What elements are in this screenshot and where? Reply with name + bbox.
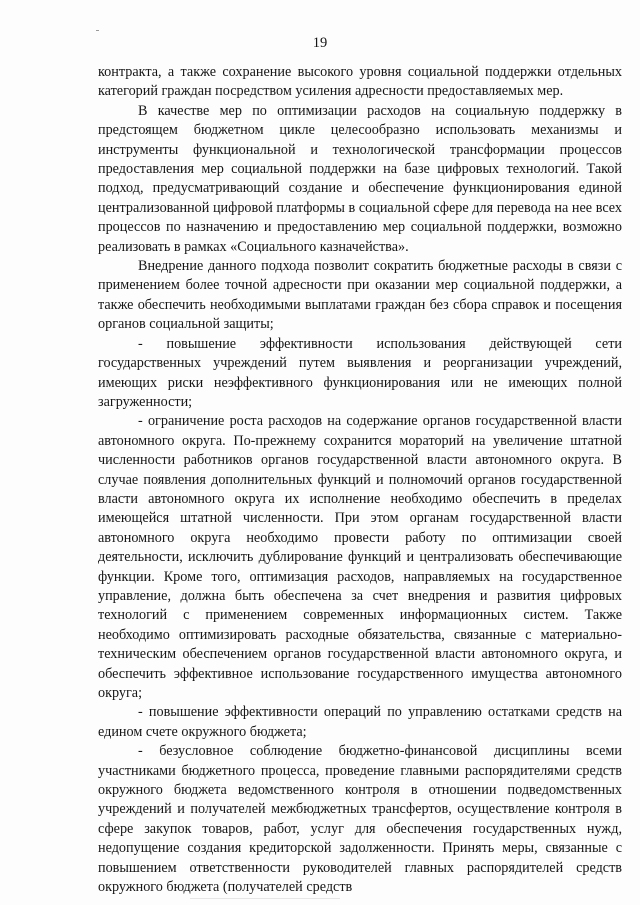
- paragraph-continuation: контракта, а также сохранение высокого уровня социальной поддержки отдельных категорий граждан посредством усиления адресности предоставляемых мер.: [98, 64, 622, 100]
- paragraph-approach-implementation: Внедрение данного подхода позволит сократить бюджетные расходы в связи с применением более точной адресности при оказании мер социальной поддержки, а также обеспечить необходимыми выплатами граждан без сбора справок и посещения органов социальной защиты;: [98, 258, 622, 333]
- list-item-institution-network: - повышение эффективности использования действующей сети государственных учреждений путем выявления и реорганизации учреждений, имеющих риски неэффективного функционирования или не имеющих полной загруженности;: [98, 335, 622, 410]
- list-item-account-balances: - повышение эффективности операций по управлению остатками средств на едином счете окружного бюджета;: [98, 704, 622, 740]
- scan-artifact-bottom: [190, 898, 340, 899]
- scan-artifact: [96, 30, 99, 31]
- page-number: 19: [312, 35, 328, 51]
- document-body: [98, 63, 622, 897]
- paragraph-optimization-measures: В качестве мер по оптимизации расходов на социальную поддержку в предстоящем бюджетном цикле целесообразно использовать механизмы и инструменты функциональной и технологической трансформации процессов предоставления мер социальной поддержки на базе цифровых технологий. Такой подход, предусматривающий создание и обеспечение функционирования единой централизованной цифровой платформы в социальной сфере для перевода на нее всех процессов по назначению и предоставлению мер социальной поддержки, возможно реализовать в рамках «Социального казначейства».: [98, 102, 622, 255]
- list-item-budget-discipline: - безусловное соблюдение бюджетно-финансовой дисциплины всеми участниками бюджетного процесса, проведение главными распорядителями средств окружного бюджета ведомственного контроля в отношении подведомственных учреждений и получателей межбюджетных трансфертов, осуществление контроля в сфере закупок товаров, работ, услуг для обеспечения государственных нужд, недопущение создания кредиторской задолженности. Принять меры, связанные с повышением ответственности руководителей главных распорядителей средств окружного бюджета (получателей средств: [98, 743, 622, 896]
- list-item-government-expenses: - ограничение роста расходов на содержание органов государственной власти автономного округа. По-прежнему сохранится мораторий на увеличение штатной численности работников органов государственной власти автономного округа. В случае появления дополнительных функций и полномочий органов государственной власти автономного округа их исполнение необходимо обеспечить в пределах имеющейся штатной численности. При этом органам государственной власти автономного округа необходимо провести работу по оптимизации своей деятельности, исключить дублирование функций и централизовать обеспечивающие функции. Кроме того, оптимизация расходов, направляемых на государственное управление, должна быть обеспечена за счет внедрения и развития цифровых технологий с применением современных информационных систем. Также необходимо оптимизировать расходные обязательства, связанные с материально-техническим обеспечением органов государственной власти автономного округа, и обеспечить эффективное использование государственного имущества автономного округа;: [98, 413, 622, 701]
